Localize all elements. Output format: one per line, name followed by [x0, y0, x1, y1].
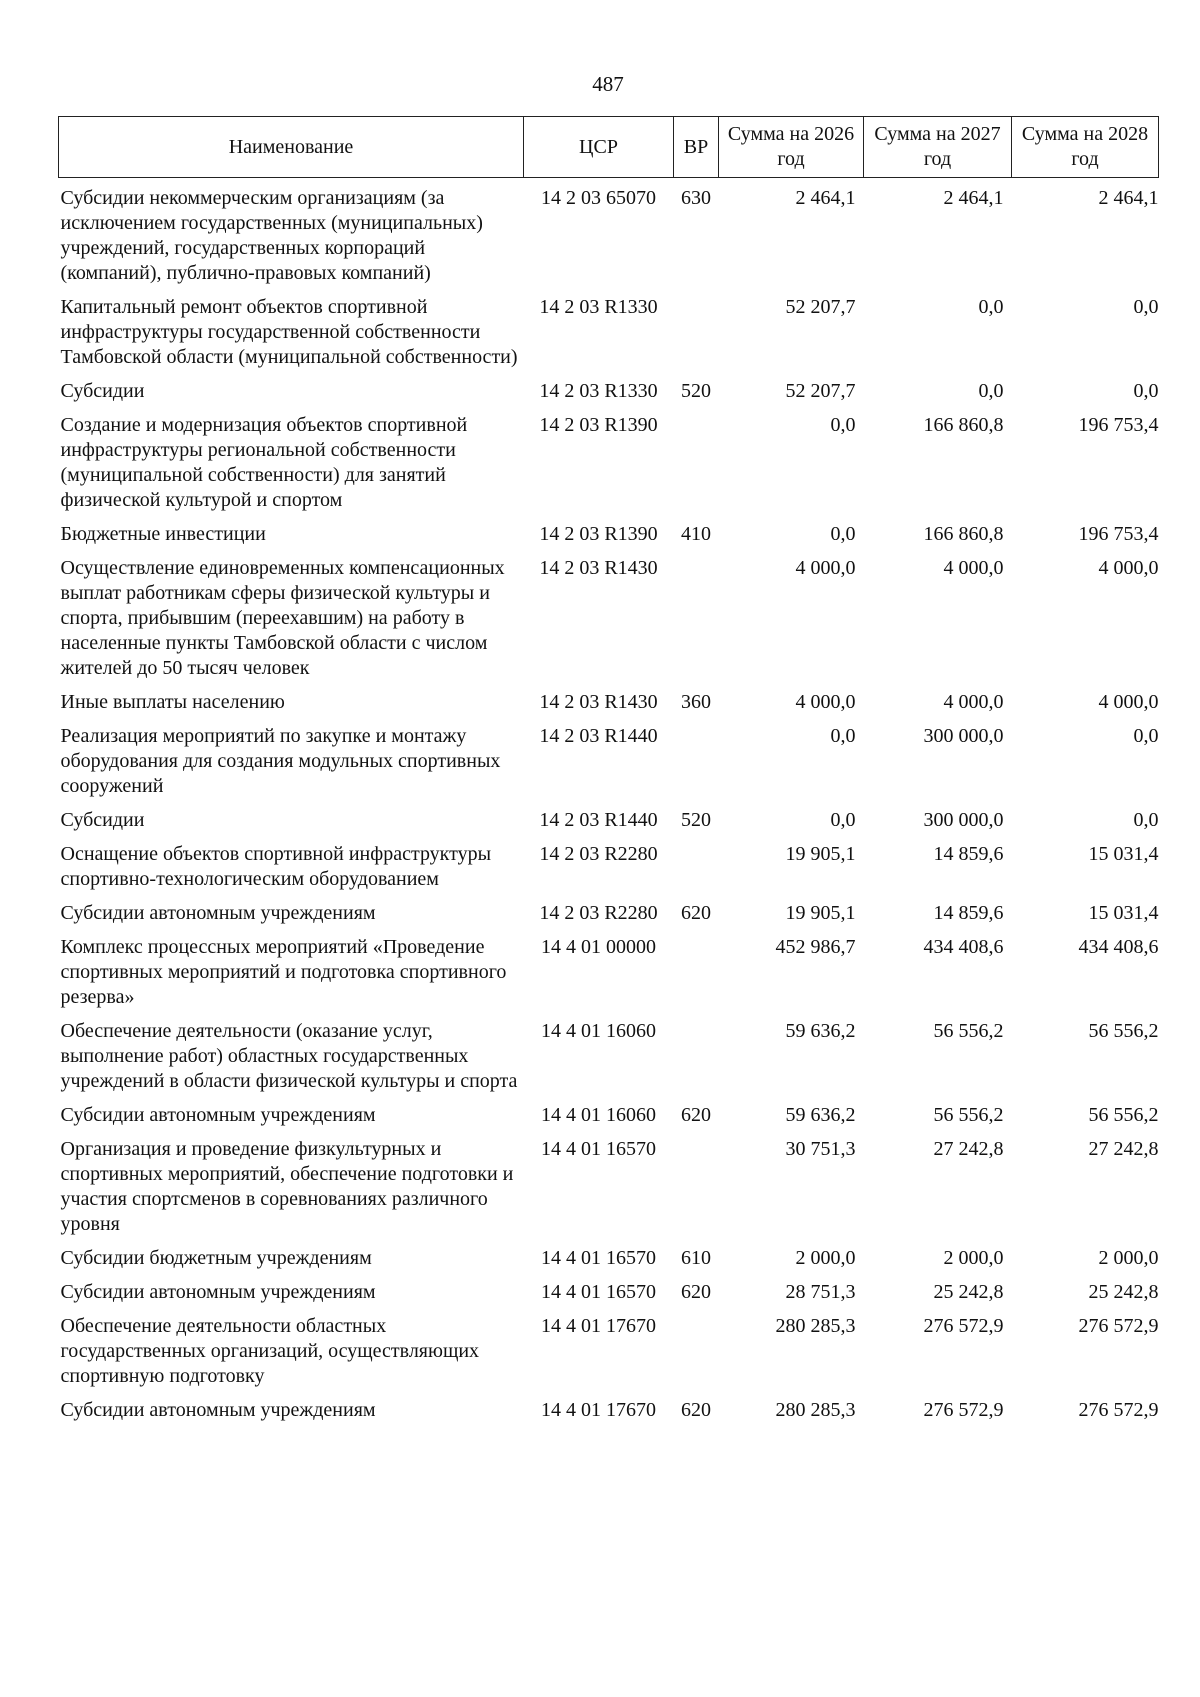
row-csr: 14 2 03 65070	[541, 187, 656, 209]
row-sum-2028: 196 753,4	[1078, 523, 1159, 545]
row-vr	[674, 413, 719, 522]
row-sum-2027: 166 860,8	[923, 523, 1004, 545]
table-row	[59, 1246, 1159, 1280]
row-csr: 14 2 03 R1330	[539, 296, 658, 318]
row-sum-2026: 0,0	[830, 523, 856, 545]
row-name: Субсидии автономным учреждениям	[60, 902, 376, 924]
header-csr: ЦСР	[524, 117, 674, 178]
row-sum-2026: 0,0	[830, 809, 856, 831]
row-csr: 14 2 03 R2280	[539, 843, 658, 865]
row-csr: 14 4 01 16570	[541, 1281, 656, 1303]
row-sum-2026: 0,0	[830, 414, 856, 436]
row-sum-2027: 276 572,9	[923, 1399, 1004, 1421]
row-name: Оснащение объектов спортивной инфраструктуры спортивно-технологическим оборудованием	[60, 843, 492, 890]
row-name: Осуществление единовременных компенсационных выплат работникам сферы физической культуры и спорта, прибывшим (переехавшим) на работу в населенные пункты Тамбовской области с числом жителей до 50 тысяч человек	[60, 557, 505, 679]
row-sum-2028: 434 408,6	[1078, 936, 1159, 958]
header-row	[59, 117, 1159, 178]
budget-table	[58, 116, 1159, 1432]
table-row	[59, 1019, 1159, 1103]
row-csr: 14 2 03 R1430	[539, 691, 658, 713]
row-sum-2027: 300 000,0	[923, 725, 1004, 747]
row-name: Иные выплаты населению	[60, 691, 285, 713]
row-csr: 14 4 01 16570	[541, 1247, 656, 1269]
header-vr: ВР	[674, 117, 719, 178]
row-vr	[674, 935, 719, 1019]
row-csr: 14 2 03 R1430	[539, 557, 658, 579]
row-vr: 360	[681, 691, 711, 713]
row-sum-2028: 2 464,1	[1098, 187, 1159, 209]
row-sum-2028: 2 000,0	[1098, 1247, 1159, 1269]
table-row	[59, 1103, 1159, 1137]
row-sum-2027: 2 464,1	[943, 187, 1004, 209]
row-csr: 14 4 01 16570	[541, 1138, 656, 1160]
row-sum-2026: 52 207,7	[785, 380, 856, 402]
row-sum-2026: 0,0	[830, 725, 856, 747]
row-csr: 14 4 01 00000	[541, 936, 656, 958]
table-row	[59, 690, 1159, 724]
row-sum-2027: 27 242,8	[933, 1138, 1004, 1160]
header-sum-2028: Сумма на 2028 год	[1012, 117, 1159, 178]
row-sum-2026: 4 000,0	[795, 557, 856, 579]
row-vr: 520	[681, 809, 711, 831]
row-sum-2027: 300 000,0	[923, 809, 1004, 831]
row-name: Субсидии	[60, 809, 145, 831]
row-vr: 620	[681, 902, 711, 924]
row-name: Субсидии автономным учреждениям	[60, 1399, 376, 1421]
row-csr: 14 2 03 R1390	[539, 414, 658, 436]
row-vr	[674, 842, 719, 901]
row-name: Субсидии некоммерческим организациям (за исключением государственных (муниципальных) учреждений, государственных корпораций (компаний), публично-правовых компаний)	[60, 187, 483, 284]
row-vr: 620	[681, 1399, 711, 1421]
row-sum-2026: 280 285,3	[775, 1315, 856, 1337]
row-name: Обеспечение деятельности (оказание услуг, выполнение работ) областных государственных учреждений в области физической культуры и спорта	[60, 1020, 518, 1092]
table-row	[59, 1280, 1159, 1314]
row-sum-2027: 14 859,6	[933, 902, 1004, 924]
row-sum-2027: 166 860,8	[923, 414, 1004, 436]
row-sum-2027: 4 000,0	[943, 691, 1004, 713]
table-row	[59, 295, 1159, 379]
table-row	[59, 808, 1159, 842]
row-sum-2027: 0,0	[978, 296, 1004, 318]
row-vr	[674, 1019, 719, 1103]
row-sum-2028: 4 000,0	[1098, 691, 1159, 713]
row-sum-2026: 452 986,7	[775, 936, 856, 958]
row-sum-2028: 27 242,8	[1088, 1138, 1159, 1160]
row-csr: 14 4 01 17670	[541, 1315, 656, 1337]
table-row	[59, 935, 1159, 1019]
table-row	[59, 522, 1159, 556]
table-row	[59, 178, 1159, 296]
table-header	[59, 117, 1159, 178]
row-vr	[674, 724, 719, 808]
row-sum-2028: 56 556,2	[1088, 1104, 1159, 1126]
row-sum-2027: 434 408,6	[923, 936, 1004, 958]
row-name: Субсидии автономным учреждениям	[60, 1281, 376, 1303]
row-name: Субсидии	[60, 380, 145, 402]
row-name: Реализация мероприятий по закупке и монтажу оборудования для создания модульных спортивных сооружений	[60, 725, 501, 797]
row-sum-2027: 56 556,2	[933, 1104, 1004, 1126]
row-sum-2028: 56 556,2	[1088, 1020, 1159, 1042]
row-sum-2026: 52 207,7	[785, 296, 856, 318]
row-sum-2026: 59 636,2	[785, 1104, 856, 1126]
row-sum-2026: 2 000,0	[795, 1247, 856, 1269]
header-sum-2026: Сумма на 2026 год	[719, 117, 864, 178]
row-name: Организация и проведение физкультурных и спортивных мероприятий, обеспечение подготовки и участия спортсменов в соревнованиях различного уровня	[60, 1138, 514, 1235]
header-name: Наименование	[59, 117, 524, 178]
row-vr: 610	[681, 1247, 711, 1269]
row-sum-2026: 19 905,1	[785, 902, 856, 924]
table-row	[59, 556, 1159, 690]
row-sum-2028: 25 242,8	[1088, 1281, 1159, 1303]
row-vr	[674, 556, 719, 690]
row-sum-2028: 196 753,4	[1078, 414, 1159, 436]
header-sum-2027: Сумма на 2027 год	[864, 117, 1012, 178]
row-sum-2027: 56 556,2	[933, 1020, 1004, 1042]
row-vr: 620	[681, 1104, 711, 1126]
row-vr	[674, 295, 719, 379]
row-csr: 14 4 01 16060	[541, 1020, 656, 1042]
table-row	[59, 1314, 1159, 1398]
row-vr: 410	[681, 523, 711, 545]
row-sum-2028: 0,0	[1133, 296, 1159, 318]
row-name: Комплекс процессных мероприятий «Проведение спортивных мероприятий и подготовка спортивного резерва»	[60, 936, 507, 1008]
row-name: Бюджетные инвестиции	[60, 523, 266, 545]
row-sum-2028: 15 031,4	[1088, 902, 1159, 924]
table-row	[59, 1137, 1159, 1246]
row-csr: 14 4 01 17670	[541, 1399, 656, 1421]
row-sum-2028: 276 572,9	[1078, 1315, 1159, 1337]
row-sum-2028: 0,0	[1133, 809, 1159, 831]
row-csr: 14 2 03 R1330	[539, 380, 658, 402]
row-sum-2026: 280 285,3	[775, 1399, 856, 1421]
row-name: Обеспечение деятельности областных государственных организаций, осуществляющих спортивную подготовку	[60, 1315, 480, 1387]
row-sum-2026: 19 905,1	[785, 843, 856, 865]
row-csr: 14 2 03 R1390	[539, 523, 658, 545]
row-sum-2027: 2 000,0	[943, 1247, 1004, 1269]
row-sum-2027: 4 000,0	[943, 557, 1004, 579]
table-row	[59, 724, 1159, 808]
row-name: Создание и модернизация объектов спортивной инфраструктуры региональной собственности (муниципальной собственности) для занятий физической культурой и спортом	[60, 414, 468, 511]
table-row	[59, 901, 1159, 935]
table-row	[59, 842, 1159, 901]
row-sum-2027: 0,0	[978, 380, 1004, 402]
table-row	[59, 379, 1159, 413]
row-sum-2026: 30 751,3	[785, 1138, 856, 1160]
row-sum-2028: 276 572,9	[1078, 1399, 1159, 1421]
row-sum-2028: 0,0	[1133, 380, 1159, 402]
row-sum-2026: 2 464,1	[795, 187, 856, 209]
row-sum-2027: 14 859,6	[933, 843, 1004, 865]
row-sum-2026: 28 751,3	[785, 1281, 856, 1303]
row-csr: 14 2 03 R1440	[539, 725, 658, 747]
row-sum-2026: 4 000,0	[795, 691, 856, 713]
table-row	[59, 1398, 1159, 1432]
row-vr	[674, 1137, 719, 1246]
row-vr	[674, 1314, 719, 1398]
row-vr: 620	[681, 1281, 711, 1303]
table-row	[59, 413, 1159, 522]
row-sum-2027: 276 572,9	[923, 1315, 1004, 1337]
row-sum-2027: 25 242,8	[933, 1281, 1004, 1303]
row-name: Капитальный ремонт объектов спортивной инфраструктуры государственной собственности Тамбовской области (муниципальной собственности)	[60, 296, 518, 368]
row-name: Субсидии бюджетным учреждениям	[60, 1247, 372, 1269]
row-csr: 14 2 03 R2280	[539, 902, 658, 924]
row-csr: 14 2 03 R1440	[539, 809, 658, 831]
row-csr: 14 4 01 16060	[541, 1104, 656, 1126]
page-number: 487	[592, 72, 624, 96]
row-sum-2026: 59 636,2	[785, 1020, 856, 1042]
row-vr: 520	[681, 380, 711, 402]
row-name: Субсидии автономным учреждениям	[60, 1104, 376, 1126]
table-body	[59, 178, 1159, 1433]
row-sum-2028: 4 000,0	[1098, 557, 1159, 579]
row-sum-2028: 0,0	[1133, 725, 1159, 747]
row-sum-2028: 15 031,4	[1088, 843, 1159, 865]
row-vr: 630	[681, 187, 711, 209]
